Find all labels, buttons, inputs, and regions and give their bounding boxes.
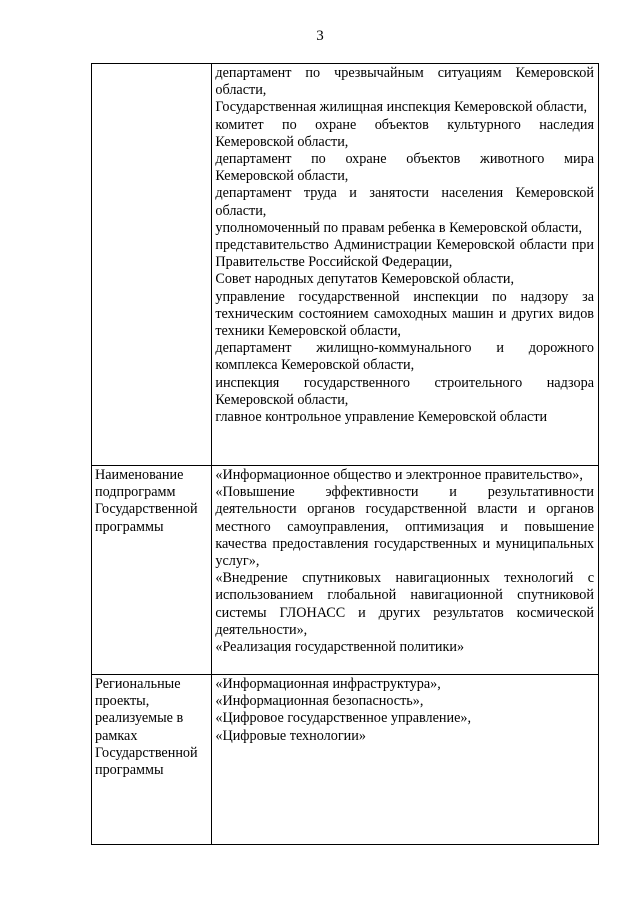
program-passport-table: [91, 63, 599, 845]
row-value: [212, 64, 599, 466]
list-item: «Реализация государственной политики»: [215, 639, 465, 656]
list-item: уполномоченный по правам ребенка в Кемеровской области,: [215, 219, 583, 236]
list-item: департамент труда и занятости населения Кемеровской области,: [215, 185, 594, 219]
row-label: [92, 466, 212, 675]
table-row: [92, 675, 599, 845]
list-item: департамент по чрезвычайным ситуациям Кемеровской области,: [215, 65, 594, 99]
list-item: управление государственной инспекции по надзору за техническим состоянием самоходных машин и других видов техники Кемеровской области,: [215, 288, 594, 340]
row-label: [92, 64, 212, 466]
row-value: [212, 466, 599, 675]
row-label-text: Региональные проекты, реализуемые в рамках Государственной программы: [95, 676, 198, 779]
table-row: [92, 466, 599, 675]
list-item: департамент жилищно-коммунального и дорожного комплекса Кемеровской области,: [215, 340, 594, 374]
list-item: «Цифровые технологии»: [215, 727, 366, 744]
page-number: 3: [316, 28, 324, 44]
list-item: представительство Администрации Кемеровской области при Правительстве Российской Федерации,: [215, 237, 594, 271]
list-item: «Информационное общество и электронное правительство»,: [215, 467, 583, 483]
list-item: инспекция государственного строительного надзора Кемеровской области,: [215, 374, 594, 408]
list-item: «Внедрение спутниковых навигационных технологий с использованием глобальной навигационной спутниковой системы ГЛОНАСС и других результатов космической деятельности»,: [215, 570, 594, 638]
row-label: [92, 675, 212, 845]
list-item: Совет народных депутатов Кемеровской области,: [215, 271, 515, 288]
row-value: [212, 675, 599, 845]
list-item: «Информационная безопасность»,: [215, 693, 424, 710]
list-item: главное контрольное управление Кемеровской области: [215, 409, 548, 426]
list-item: «Цифровое государственное управление»,: [215, 710, 472, 727]
list-item: комитет по охране объектов культурного наследия Кемеровской области,: [215, 116, 594, 150]
list-item: департамент по охране объектов животного мира Кемеровской области,: [215, 151, 594, 185]
list-item: «Повышение эффективности и результативности деятельности органов государственной власти и органов местного самоуправления, оптимизация и повышение качества предоставления государственных и муниципальных услуг»,: [215, 484, 594, 570]
row-label-text: Наименование подпрограмм Государственной программы: [95, 467, 198, 535]
table-row: [92, 64, 599, 466]
list-item: Государственная жилищная инспекция Кемеровской области,: [215, 99, 588, 116]
list-item: «Информационная инфраструктура»,: [215, 676, 441, 692]
